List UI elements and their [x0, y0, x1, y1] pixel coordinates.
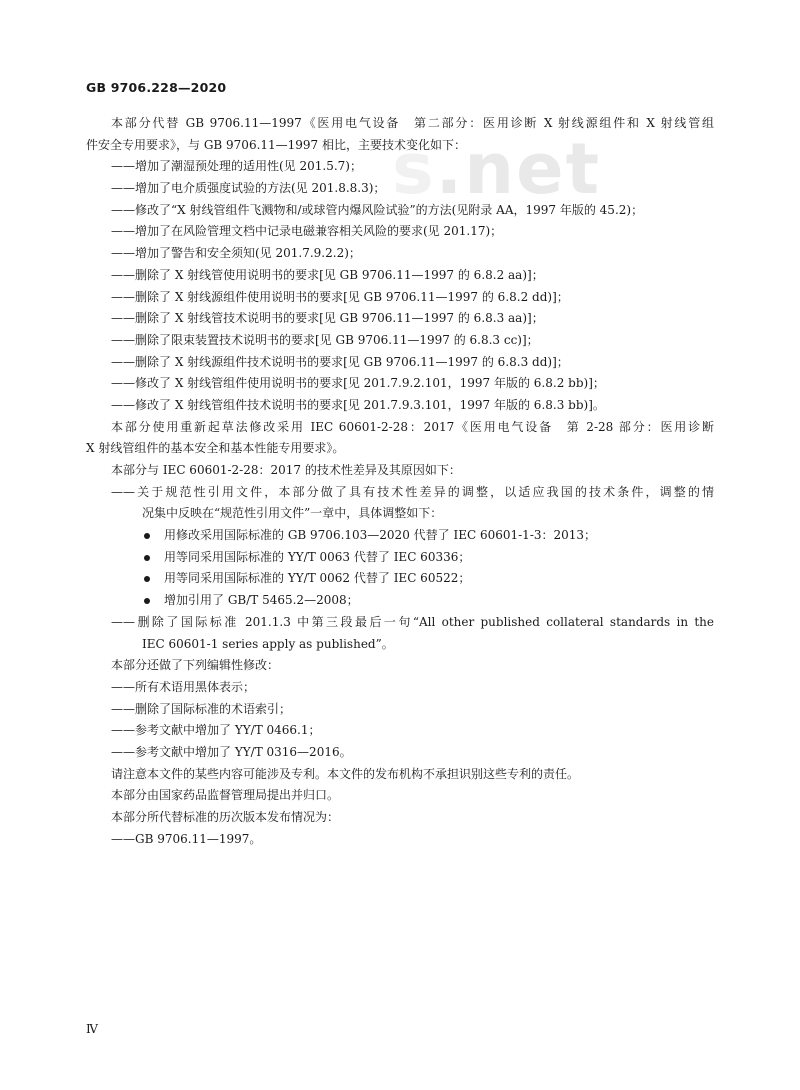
watermark: s.net [392, 128, 602, 210]
dash-list-item: ——删除了限束装置技术说明书的要求[见 GB 9706.11—1997 的 6.8.3 cc)]； [111, 332, 539, 347]
bullet-item [86, 547, 714, 569]
dash-list-item: ——参考文献中增加了 YY/T 0316—2016。 [111, 744, 352, 759]
bullet-text: 增加引用了 GB/T 5465.2—2008； [164, 593, 359, 608]
paragraph-line: X 射线管组件的基本安全和基本性能专用要求》。 [86, 441, 345, 456]
paragraph-line: 请注意本文件的某些内容可能涉及专利。本文件的发布机构不承担识别这些专利的责任。 [111, 766, 580, 781]
dash-list-item: ——删除了 X 射线管技术说明书的要求[见 GB 9706.11—1997 的 6.8.3 aa)]； [111, 311, 544, 326]
dash-list-item: ——删除了 X 射线源组件技术说明书的要求[见 GB 9706.11—1997 的 6.8.3 dd)]； [111, 354, 569, 369]
bullet-item [86, 525, 714, 547]
dash-list-item: ——修改了 X 射线管组件使用说明书的要求[见 201.7.9.2.101，1997 年版的 6.8.2 bb)]； [111, 376, 605, 391]
standard-number-header: GB 9706.228—2020 [86, 80, 227, 95]
bullet-text: 用修改采用国际标准的 GB 9706.103—2020 代替了 IEC 60601-1-3：2013； [164, 528, 597, 543]
dash-list-item: ——删除了国际标准的术语索引； [111, 701, 292, 716]
dash-list-item: ——删除了 X 射线管使用说明书的要求[见 GB 9706.11—1997 的 6.8.2 aa)]； [111, 267, 544, 282]
page-number: Ⅳ [86, 1022, 98, 1036]
paragraph-line: 本部分使用重新起草法修改采用 IEC 60601-2-28：2017《医用电气设备 第 2-28 部分：医用诊断 [111, 419, 714, 434]
paragraph-line: 况集中反映在“规范性引用文件”一章中，具体调整如下： [142, 506, 443, 521]
dash-list-item: ——GB 9706.11—1997。 [111, 831, 262, 846]
dash-list-item: ——增加了电介质强度试验的方法(见 201.8.8.3)； [111, 181, 386, 196]
paragraph-line: 本部分所代替标准的历次版本发布情况为： [111, 810, 340, 824]
dash-list-item: ——所有术语用黑体表示； [111, 679, 256, 694]
paragraph-line: 本部分由国家药品监督管理局提出并归口。 [111, 788, 340, 803]
watermark-text: .net [435, 128, 602, 210]
dash-list-item: ——删除了国际标准 201.1.3 中第三段最后一句“All other published collateral standards in the [111, 614, 714, 629]
dash-list-item: ——参考文献中增加了 YY/T 0466.1； [111, 723, 321, 738]
foreword-body [86, 113, 714, 850]
bullet-item [86, 568, 714, 590]
dash-list-item: ——修改了 X 射线管组件技术说明书的要求[见 201.7.9.3.101，1997 年版的 6.8.3 bb)]。 [111, 397, 605, 412]
paragraph-line: 本部分与 IEC 60601-2-28：2017 的技术性差异及其原因如下： [111, 463, 461, 477]
paragraph-line: IEC 60601-1 series apply as published”。 [142, 636, 394, 651]
dash-list-item: ——增加了警告和安全须知(见 201.7.9.2.2)； [111, 246, 361, 261]
paragraph-line: 件安全专用要求》，与 GB 9706.11—1997 相比，主要技术变化如下： [86, 137, 467, 152]
dash-list-item: ——增加了潮湿预处理的适用性(见 201.5.7)； [111, 159, 362, 174]
dash-list-item: ——关于规范性引用文件，本部分做了具有技术性差异的调整，以适应我国的技术条件，调整的情 [111, 484, 714, 499]
bullet-text: 用等同采用国际标准的 YY/T 0062 代替了 IEC 60522； [164, 571, 471, 586]
bullet-text: 用等同采用国际标准的 YY/T 0063 代替了 IEC 60336； [164, 549, 471, 564]
paragraph-line: 本部分还做了下列编辑性修改： [111, 658, 280, 673]
paragraph-line: 本部分代替 GB 9706.11—1997《医用电气设备 第二部分：医用诊断 X 射线源组件和 X 射线管组 [111, 116, 714, 130]
dash-list-item: ——修改了“X 射线管组件飞溅物和/或球管内爆风险试验”的方法(见附录 AA，1997 年版的 45.2)； [111, 202, 644, 217]
bullet-item [86, 590, 714, 612]
bullet-icon [144, 555, 150, 561]
dash-list-item: ——增加了在风险管理文档中记录电磁兼容相关风险的要求(见 201.17)； [111, 224, 503, 239]
dash-list-item: ——删除了 X 射线源组件使用说明书的要求[见 GB 9706.11—1997 的 6.8.2 dd)]； [111, 289, 569, 304]
